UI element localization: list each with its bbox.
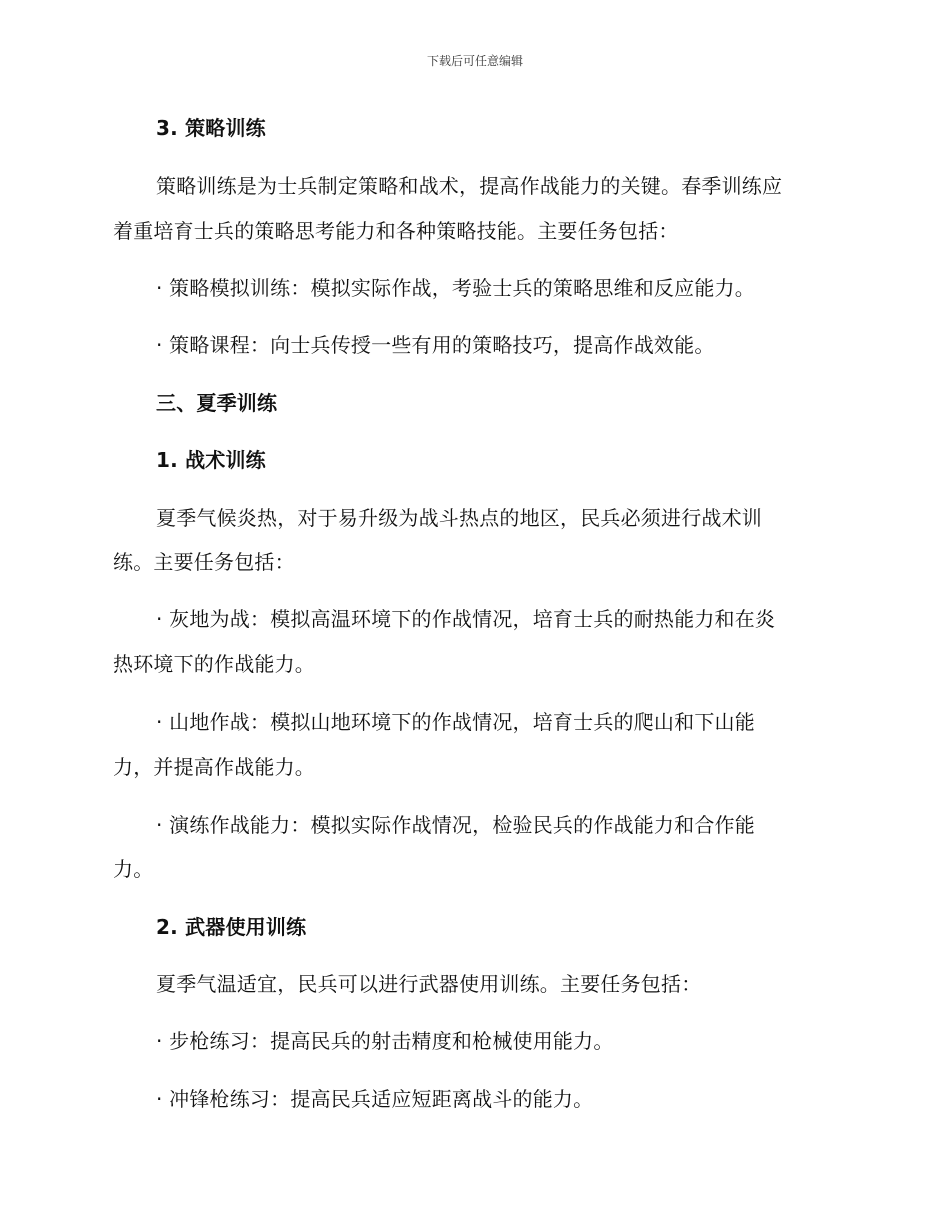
bullet-item-continuation: 热环境下的作战能力。 (113, 652, 315, 676)
bullet-item: · 冲锋枪练习：提高民兵适应短距离战斗的能力。 (156, 1087, 594, 1111)
paragraph-line: 练。主要任务包括： (113, 550, 295, 574)
bullet-item: · 策略课程：向士兵传授一些有用的策略技巧，提高作战效能。 (156, 333, 715, 357)
section-heading-strategy: 3. 策略训练 (156, 116, 266, 140)
bullet-item: · 灰地为战：模拟高温环境下的作战情况，培育士兵的耐热能力和在炎 (156, 607, 776, 631)
paragraph-line: 夏季气候炎热，对于易升级为战斗热点的地区，民兵必须进行战术训 (156, 506, 762, 530)
section-heading-tactics: 1. 战术训练 (156, 448, 266, 472)
bullet-item: · 步枪练习：提高民兵的射击精度和枪械使用能力。 (156, 1029, 614, 1053)
page-header: 下载后可任意编辑 (426, 54, 523, 68)
paragraph-line: 着重培育士兵的策略思考能力和各种策略技能。主要任务包括： (113, 219, 679, 243)
paragraph-line: 策略训练是为士兵制定策略和战术，提高作战能力的关键。春季训练应 (156, 174, 783, 198)
bullet-item: · 策略模拟训练：模拟实际作战，考验士兵的策略思维和反应能力。 (156, 276, 755, 300)
bullet-item-continuation: 力，并提高作战能力。 (113, 755, 315, 779)
bullet-item: · 山地作战：模拟山地环境下的作战情况，培育士兵的爬山和下山能 (156, 710, 755, 734)
section-heading-weapons: 2. 武器使用训练 (156, 915, 307, 939)
bullet-item-continuation: 力。 (113, 857, 154, 881)
chapter-heading-summer: 三、夏季训练 (156, 391, 278, 415)
paragraph-line: 夏季气温适宜，民兵可以进行武器使用训练。主要任务包括： (156, 972, 702, 996)
bullet-item: · 演练作战能力：模拟实际作战情况，检验民兵的作战能力和合作能 (156, 813, 755, 837)
